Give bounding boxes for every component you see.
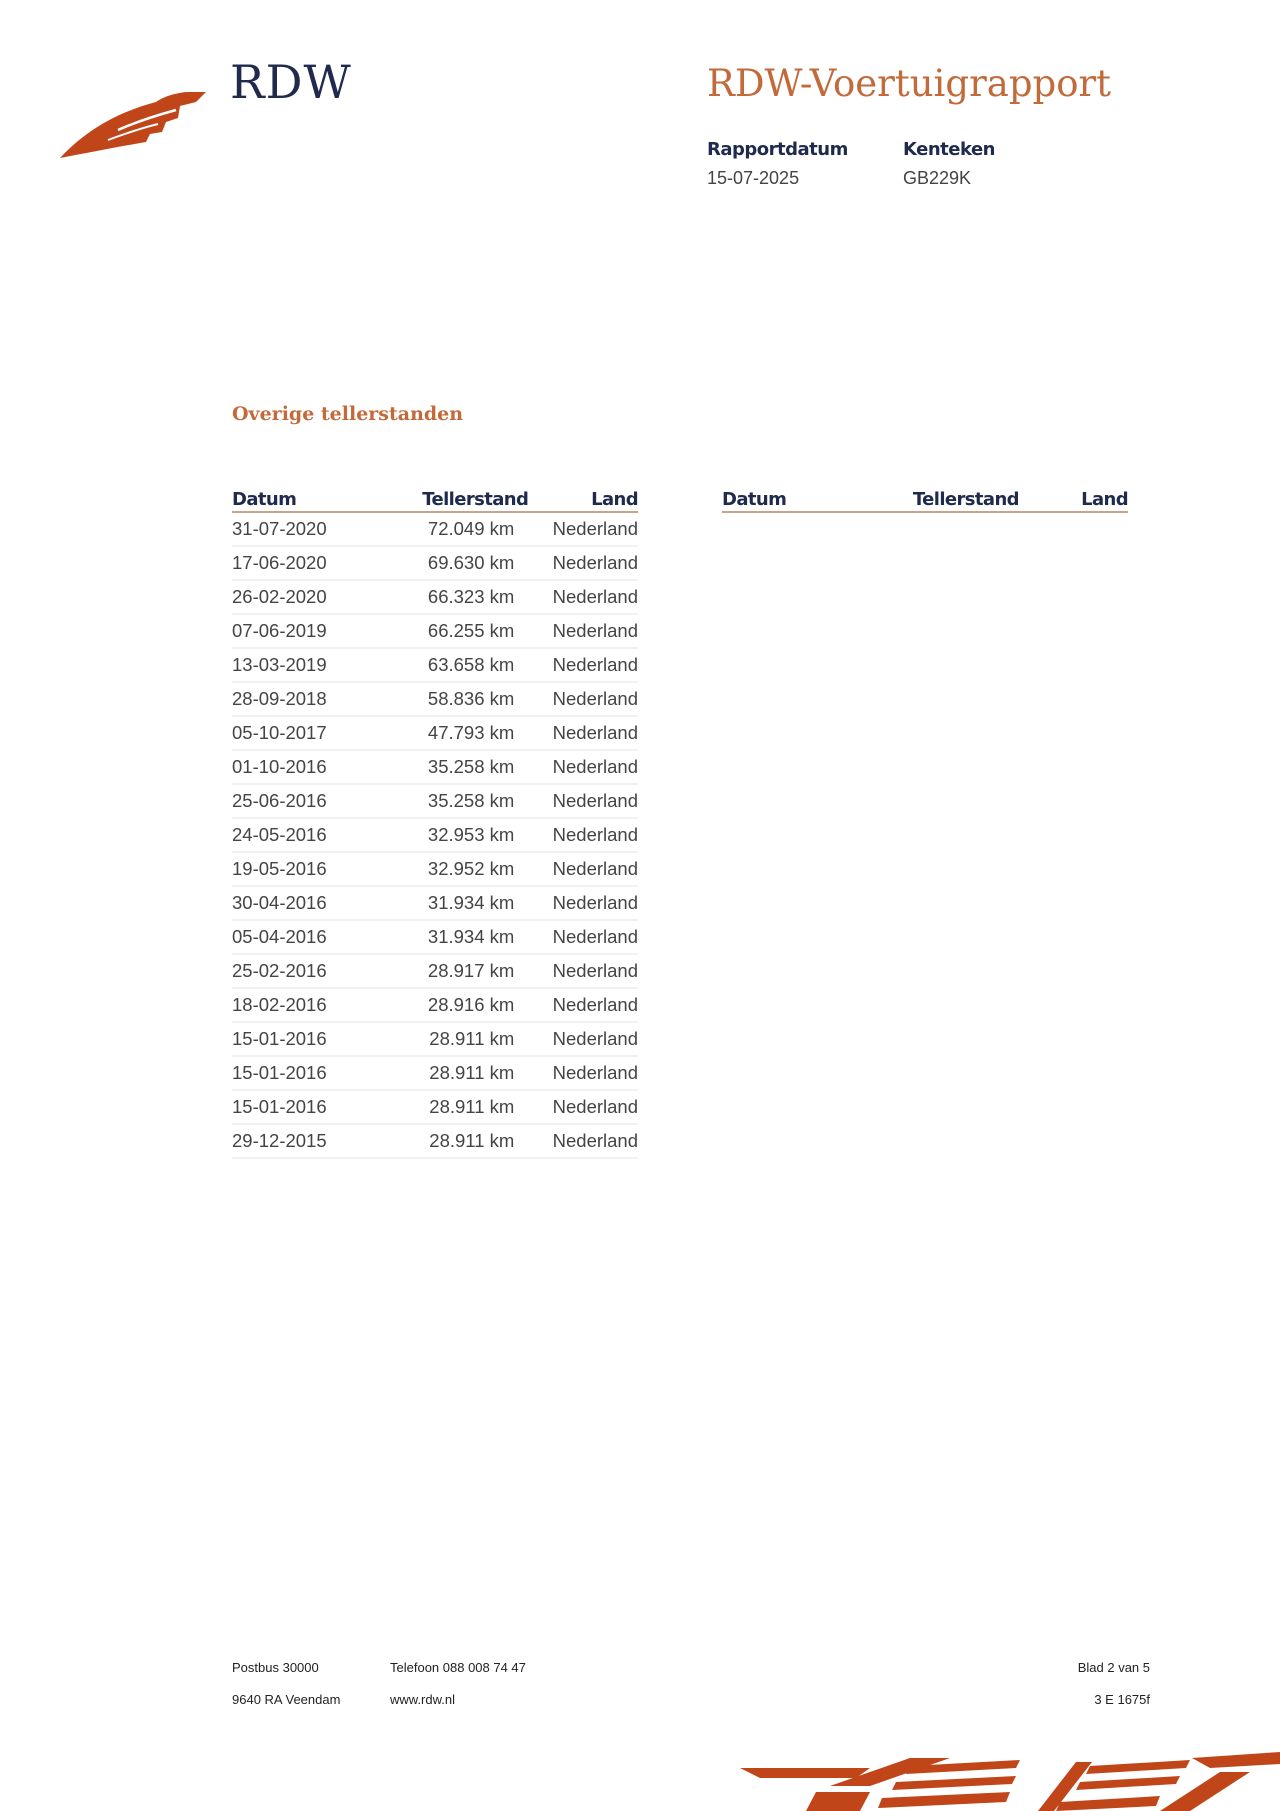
row-odometer: 28.916 km	[371, 988, 550, 1022]
row-date: 28-09-2018	[232, 682, 371, 716]
row-date: 17-06-2020	[232, 546, 371, 580]
rdw-logo-icon	[58, 82, 208, 162]
table-row	[232, 750, 638, 784]
table-row	[232, 682, 638, 716]
row-odometer: 28.917 km	[371, 954, 550, 988]
logo-text: RDW	[230, 55, 352, 109]
table-row	[232, 716, 638, 750]
row-country: Nederland	[550, 852, 638, 886]
footer-address-line1: Postbus 30000	[232, 1660, 319, 1675]
row-odometer: 32.953 km	[371, 818, 550, 852]
table-row	[232, 1090, 638, 1124]
row-country: Nederland	[550, 716, 638, 750]
row-date: 05-10-2017	[232, 716, 371, 750]
odometer-table-body	[232, 512, 638, 1158]
footer-website: www.rdw.nl	[390, 1692, 456, 1707]
row-odometer: 28.911 km	[371, 1124, 550, 1158]
row-odometer: 28.911 km	[371, 1056, 550, 1090]
table-row	[232, 614, 638, 648]
table-row	[232, 784, 638, 818]
report-date-label: Rapportdatum	[707, 139, 848, 160]
table-row	[232, 580, 638, 614]
row-date: 01-10-2016	[232, 750, 371, 784]
row-odometer: 72.049 km	[371, 512, 550, 546]
table-row	[232, 1056, 638, 1090]
column-header-country: Land	[550, 482, 638, 512]
table-row	[232, 546, 638, 580]
row-odometer: 66.255 km	[371, 614, 550, 648]
row-date: 26-02-2020	[232, 580, 371, 614]
plate-label: Kenteken	[903, 139, 995, 160]
table-row	[232, 1124, 638, 1158]
decorative-stripes-icon	[720, 1752, 1280, 1811]
footer-phone: Telefoon 088 008 74 47	[390, 1660, 526, 1675]
row-country: Nederland	[550, 1056, 638, 1090]
row-odometer: 35.258 km	[371, 784, 550, 818]
row-country: Nederland	[550, 886, 638, 920]
section-title: Overige tellerstanden	[232, 403, 464, 425]
report-date-value: 15-07-2025	[707, 168, 800, 188]
column-header-date: Datum	[722, 482, 870, 512]
row-country: Nederland	[550, 648, 638, 682]
row-date: 05-04-2016	[232, 920, 371, 954]
row-country: Nederland	[550, 920, 638, 954]
row-date: 15-01-2016	[232, 1090, 371, 1124]
footer-address-line2: 9640 RA Veendam	[232, 1692, 341, 1707]
row-country: Nederland	[550, 580, 638, 614]
footer-page-number: Blad 2 van 5	[1077, 1660, 1150, 1675]
footer-document-code: 3 E 1675f	[1094, 1692, 1150, 1707]
row-country: Nederland	[550, 682, 638, 716]
row-odometer: 28.911 km	[371, 1022, 550, 1056]
column-header-odometer: Tellerstand	[870, 482, 1041, 512]
table-row	[232, 886, 638, 920]
table-row	[232, 954, 638, 988]
row-country: Nederland	[550, 1124, 638, 1158]
row-odometer: 63.658 km	[371, 648, 550, 682]
row-country: Nederland	[550, 546, 638, 580]
row-country: Nederland	[550, 818, 638, 852]
odometer-table	[232, 482, 638, 1159]
row-date: 15-01-2016	[232, 1022, 371, 1056]
row-date: 25-02-2016	[232, 954, 371, 988]
table-row	[232, 818, 638, 852]
row-odometer: 32.952 km	[371, 852, 550, 886]
row-country: Nederland	[550, 954, 638, 988]
table-row	[232, 512, 638, 546]
column-header-date: Datum	[232, 482, 371, 512]
row-odometer: 35.258 km	[371, 750, 550, 784]
table-header-row	[232, 482, 638, 512]
row-country: Nederland	[550, 750, 638, 784]
table-header-row	[722, 482, 1128, 512]
column-header-country: Land	[1041, 482, 1128, 512]
row-country: Nederland	[550, 614, 638, 648]
row-date: 24-05-2016	[232, 818, 371, 852]
row-odometer: 58.836 km	[371, 682, 550, 716]
row-odometer: 31.934 km	[371, 920, 550, 954]
row-country: Nederland	[550, 1090, 638, 1124]
row-country: Nederland	[550, 784, 638, 818]
table-row	[232, 1022, 638, 1056]
report-title: RDW-Voertuigrapport	[707, 62, 1112, 105]
table-row	[232, 988, 638, 1022]
table-row	[232, 648, 638, 682]
row-date: 15-01-2016	[232, 1056, 371, 1090]
row-date: 25-06-2016	[232, 784, 371, 818]
row-country: Nederland	[550, 988, 638, 1022]
row-date: 07-06-2019	[232, 614, 371, 648]
row-date: 31-07-2020	[232, 512, 371, 546]
plate-value: GB229K	[903, 168, 972, 188]
row-country: Nederland	[550, 512, 638, 546]
row-odometer: 66.323 km	[371, 580, 550, 614]
row-date: 19-05-2016	[232, 852, 371, 886]
row-odometer: 28.911 km	[371, 1090, 550, 1124]
table-row	[232, 920, 638, 954]
row-date: 30-04-2016	[232, 886, 371, 920]
row-odometer: 69.630 km	[371, 546, 550, 580]
row-date: 13-03-2019	[232, 648, 371, 682]
row-odometer: 47.793 km	[371, 716, 550, 750]
row-odometer: 31.934 km	[371, 886, 550, 920]
column-header-odometer: Tellerstand	[371, 482, 550, 512]
row-date: 18-02-2016	[232, 988, 371, 1022]
row-date: 29-12-2015	[232, 1124, 371, 1158]
odometer-table-continued	[722, 482, 1128, 513]
table-row	[232, 852, 638, 886]
row-country: Nederland	[550, 1022, 638, 1056]
